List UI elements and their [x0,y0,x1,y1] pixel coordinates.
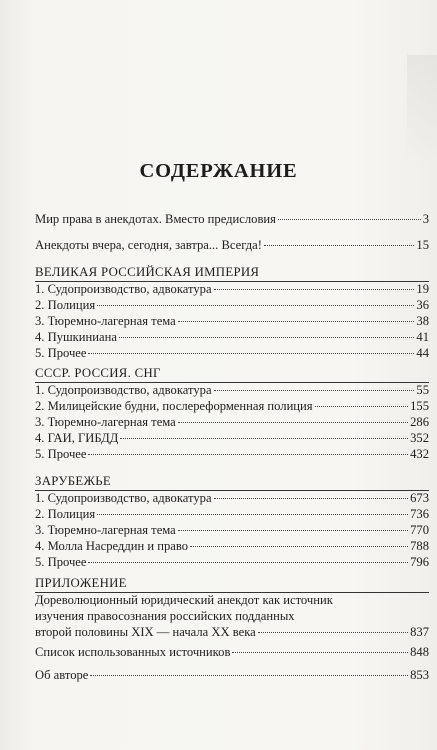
toc-entry[interactable] [35,507,429,522]
toc-entry[interactable] [35,431,429,446]
toc-entry[interactable] [35,399,429,414]
toc-entry-label: 4. Пушкиниана [35,330,117,344]
dot-leader [214,498,409,499]
toc-entry-label: 5. Прочее [35,447,87,461]
dot-leader [90,675,408,676]
toc-entry-author[interactable] [35,668,429,683]
dot-leader [88,454,408,455]
dot-leader [278,219,421,220]
toc-entry-label: 4. Молла Насреддин и право [35,539,189,553]
page-title: СОДЕРЖАНИЕ [139,160,298,182]
dot-leader [97,305,414,306]
toc-entry-page: 788 [410,539,429,553]
toc-entry-page: 770 [410,523,429,537]
dot-leader [119,337,414,338]
toc-entry-page: 19 [416,282,429,296]
toc-entry-label: 2. Милицейские будни, послереформенная полиция [35,399,313,413]
toc-entry[interactable] [35,491,429,506]
toc-entry-page: 55 [416,383,429,397]
toc-entry[interactable] [35,383,429,398]
toc-entry[interactable] [35,346,429,361]
toc-entry-label: 3. Тюремно-лагерная тема [35,415,176,429]
toc-entry[interactable] [35,415,429,430]
toc-entry-page: 848 [410,645,429,659]
dot-leader [88,353,414,354]
dot-leader [214,289,415,290]
dot-leader [232,652,408,653]
toc-entry-page: 796 [410,555,429,569]
dot-leader [178,321,415,322]
toc-entry-page: 673 [410,491,429,505]
dot-leader [178,422,408,423]
appendix-text-line-1: Дореволюционный юридический анекдот как источник [35,593,333,607]
section-heading-ussr: СССР. РОССИЯ. СНГ [35,366,161,380]
toc-entry[interactable] [35,298,429,313]
toc-entry-label: 3. Тюремно-лагерная тема [35,314,176,328]
toc-entry-label: Мир права в анекдотах. Вместо предисловия [35,212,276,226]
toc-entry[interactable] [35,523,429,538]
toc-entry-page: 352 [410,431,429,445]
toc-entry-preface[interactable] [35,212,429,227]
toc-entry-label: 1. Судопроизводство, адвокатура [35,282,212,296]
dot-leader [97,514,408,515]
toc-entry-label: 5. Прочее [35,555,87,569]
toc-entry-sources[interactable] [35,645,429,660]
toc-entry-anecdotes[interactable] [35,238,429,253]
toc-entry-label: второй половины XIX — начала XX века [35,625,256,639]
toc-entry[interactable] [35,330,429,345]
toc-entry-label: 3. Тюремно-лагерная тема [35,523,176,537]
toc-entry[interactable] [35,282,429,297]
toc-entry-label: 4. ГАИ, ГИБДД [35,431,119,445]
toc-entry-page: 41 [416,330,429,344]
toc-entry-label: Об авторе [35,668,89,682]
toc-entry-label: Список использованных источников [35,645,231,659]
section-heading-abroad: ЗАРУБЕЖЬЕ [35,474,112,488]
toc-entry-label: 1. Судопроизводство, адвокатура [35,383,212,397]
toc-entry-label: 1. Судопроизводство, адвокатура [35,491,212,505]
toc-entry-page: 36 [416,298,429,312]
toc-entry-page: 432 [410,447,429,461]
toc-entry-page: 853 [410,668,429,682]
section-heading-empire: ВЕЛИКАЯ РОССИЙСКАЯ ИМПЕРИЯ [35,265,260,279]
dot-leader [178,530,408,531]
toc-entry-label: 2. Полиция [35,298,96,312]
toc-entry-page: 736 [410,507,429,521]
toc-entry-page: 44 [416,346,429,360]
toc-entry-page: 38 [416,314,429,328]
toc-entry-label: 5. Прочее [35,346,87,360]
toc-entry-label: 2. Полиция [35,507,96,521]
toc-entry-page: 3 [422,212,429,226]
toc-entry[interactable] [35,447,429,462]
toc-entry-page: 286 [410,415,429,429]
toc-entry[interactable] [35,555,429,570]
toc-entry-page: 155 [410,399,429,413]
toc-entry-label: Анекдоты вчера, сегодня, завтра... Всегда! [35,238,262,252]
dot-leader [315,406,409,407]
dot-leader [120,438,408,439]
appendix-text-line-2: изучения правосознания российских подданных [35,609,295,623]
toc-entry-appendix[interactable] [35,625,429,640]
dot-leader [258,632,408,633]
toc-entry-page: 15 [416,238,429,252]
dot-leader [190,546,408,547]
dot-leader [214,390,415,391]
dot-leader [88,562,408,563]
page-edge-shadow [407,55,437,165]
toc-entry-page: 837 [410,625,429,639]
dot-leader [264,245,414,246]
section-heading-appendix: ПРИЛОЖЕНИЕ [35,576,127,590]
toc-entry[interactable] [35,539,429,554]
toc-entry[interactable] [35,314,429,329]
